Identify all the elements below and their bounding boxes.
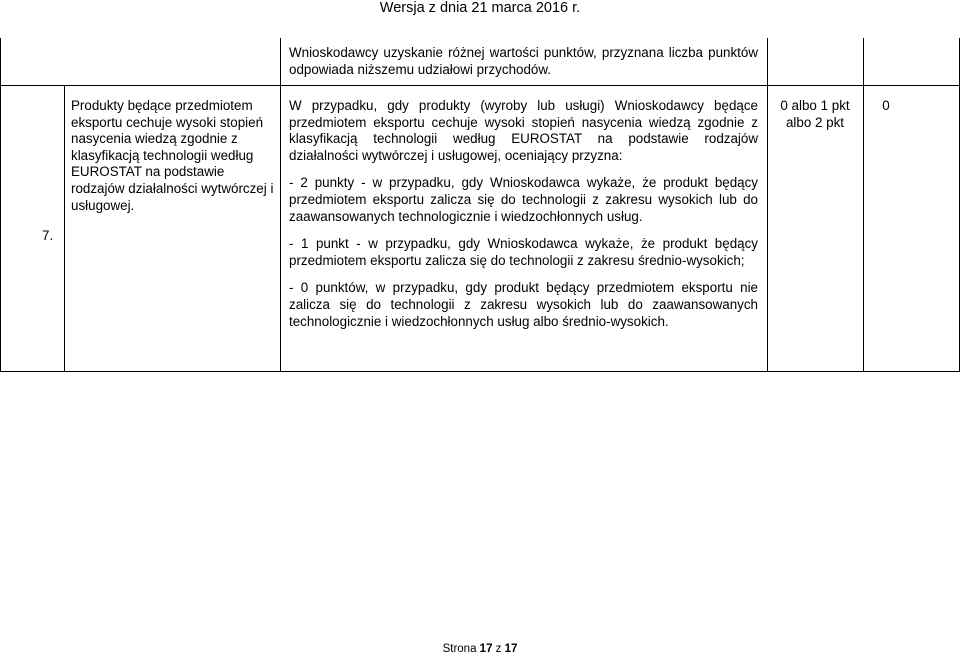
min-points: 0: [882, 98, 890, 113]
column-divider-1: [64, 85, 65, 372]
version-header: Wersja z dnia 21 marca 2016 r.: [379, 0, 581, 16]
description-option-2-points: - 2 punkty - w przypadku, gdy Wnioskodawca wykaże, że produkt będący przedmiotem eksportu zalicza się do technologii z zakresu wysokich lub do zaawansowanych technologicznie i wiedzochłonnych usług.: [289, 175, 758, 224]
description-intro: W przypadku, gdy produkty (wyroby lub usługi) Wnioskodawcy będące przedmiotem eksportu cechuje wysoki stopień nasycenia wiedzą zgodnie z klasyfikacją technologii według EUROSTAT na podstawie rodzajów działalności wytwórczej i usługowej, oceniający przyzna:: [289, 98, 758, 163]
column-divider-2: [280, 38, 281, 372]
table-border-left: [0, 38, 1, 372]
footer-total-pages: 17: [504, 643, 518, 655]
description-option-0-points: - 0 punktów, w przypadku, gdy produkt będący przedmiotem eksportu nie zalicza się do technologii z zakresu wysokich lub do zaawansowanych technologicznie i wiedzochłonnych usług albo średnio-wysokich.: [289, 280, 758, 329]
table-row-divider: [0, 85, 960, 86]
column-divider-3: [767, 38, 768, 372]
points-range: 0 albo 1 pkt albo 2 pkt: [780, 98, 850, 130]
column-divider-4: [863, 38, 864, 372]
criterion-text: Produkty będące przedmiotem eksportu cechuje wysoki stopień nasycenia wiedzą zgodnie z klasyfikacją technologii według EUROSTAT na podstawie rodzajów działalności wytwórczej i usługowej.: [71, 98, 274, 213]
footer-of-word: z: [495, 643, 502, 655]
page-footer: [0, 642, 960, 656]
row-number: 7.: [42, 228, 54, 243]
footer-current-page: 17: [479, 643, 493, 655]
criterion-description: [289, 98, 758, 330]
previous-row-text: Wnioskodawcy uzyskanie różnej wartości punktów, przyznana liczba punktów odpowiada niższemu udziałowi przychodów.: [289, 45, 758, 77]
description-option-1-point: - 1 punkt - w przypadku, gdy Wnioskodawca wykaże, że produkt będący przedmiotem eksportu zalicza się do technologii z zakresu średnio-wysokich;: [289, 236, 758, 268]
footer-page-word: Strona: [442, 643, 477, 655]
table-border-bottom: [0, 371, 960, 372]
